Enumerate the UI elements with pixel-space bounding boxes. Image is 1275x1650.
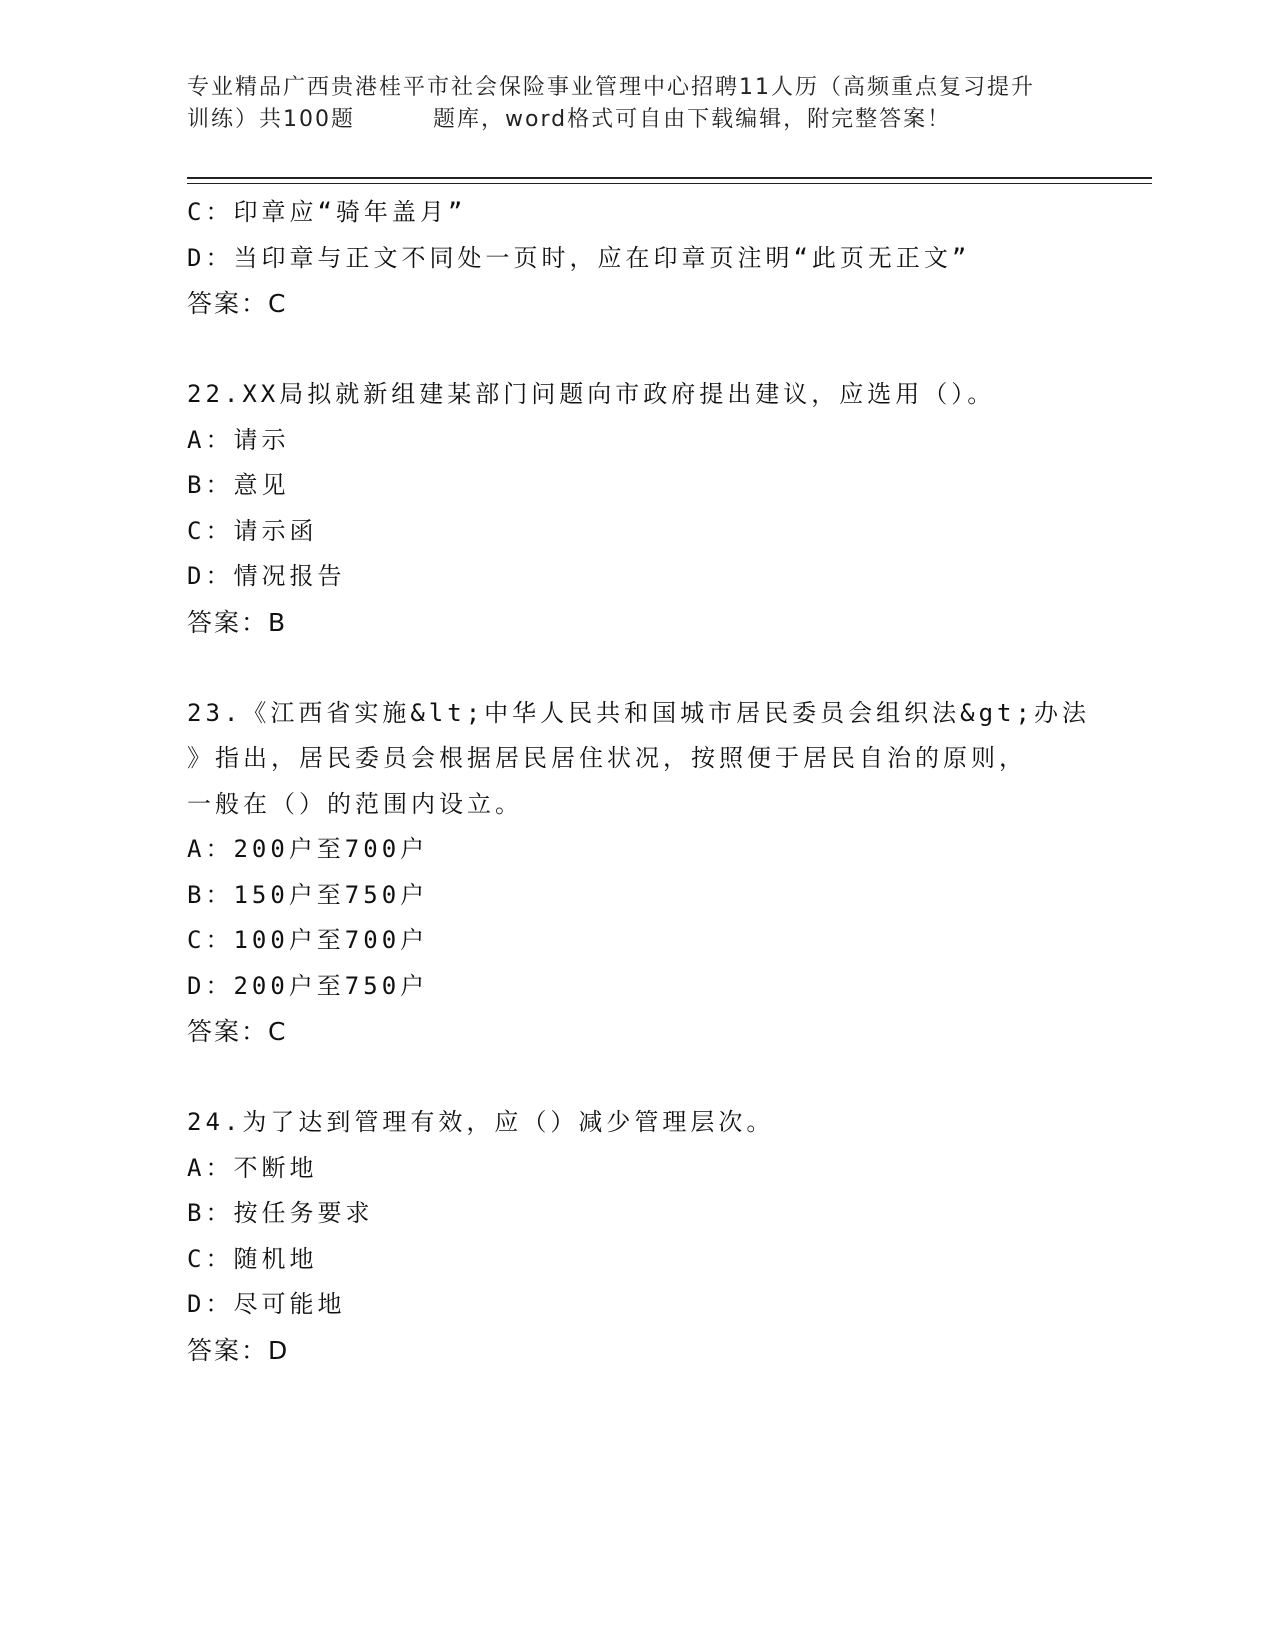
option-c: C：请示函	[187, 516, 318, 545]
option-d: D：尽可能地	[187, 1290, 346, 1318]
header-divider-thin	[187, 183, 1152, 184]
question-content	[187, 190, 1107, 1373]
question-23	[187, 691, 1107, 1055]
question-stem: 23.《江西省实施&lt;中华人民共和国城市居民委员会组织法&gt;办法	[187, 698, 1090, 727]
question-stem: 24.为了达到管理有效，应（）减少管理层次。	[187, 1108, 775, 1136]
answer-line: 答案：B	[187, 607, 288, 637]
option-d: D：当印章与正文不同处一页时，应在印章页注明“此页无正文”	[187, 243, 971, 272]
header-divider-thick	[187, 177, 1152, 179]
option-b: B：150户至750户	[187, 880, 429, 909]
answer-line: 答案：D	[187, 1335, 290, 1365]
answer-line: 答案：C	[187, 289, 288, 318]
option-d: D：情况报告	[187, 562, 346, 590]
option-c: C：印章应“骑年盖月”	[187, 198, 467, 226]
option-c: C：随机地	[187, 1244, 318, 1273]
partial-question	[187, 190, 1107, 327]
option-a: A：不断地	[187, 1153, 318, 1182]
question-stem: 一般在（）的范围内设立。	[187, 789, 523, 818]
option-d: D：200户至750户	[187, 971, 429, 1000]
option-c: C：100户至700户	[187, 926, 429, 954]
header-title-line-2-left: 训练）共100题	[187, 107, 355, 132]
header-title-line-1: 专业精品广西贵港桂平市社会保险事业管理中心招聘11人历（高频重点复习提升	[187, 75, 1035, 100]
question-24	[187, 1100, 1107, 1373]
option-b: B：按任务要求	[187, 1199, 374, 1227]
option-b: B：意见	[187, 471, 290, 499]
header-title-line-2	[187, 104, 1087, 136]
page-header	[187, 72, 1087, 136]
option-a: A：200户至700户	[187, 835, 429, 863]
question-stem: 》指出，居民委员会根据居民居住状况，按照便于居民自治的原则，	[187, 744, 1027, 772]
option-a: A：请示	[187, 425, 290, 454]
question-22	[187, 372, 1107, 645]
question-stem: 22.XX局拟就新组建某部门问题向市政府提出建议，应选用（）。	[187, 380, 996, 408]
answer-line: 答案：C	[187, 1017, 288, 1046]
header-title-line-2-right: 题库，word格式可自由下载编辑，附完整答案！	[433, 107, 952, 132]
